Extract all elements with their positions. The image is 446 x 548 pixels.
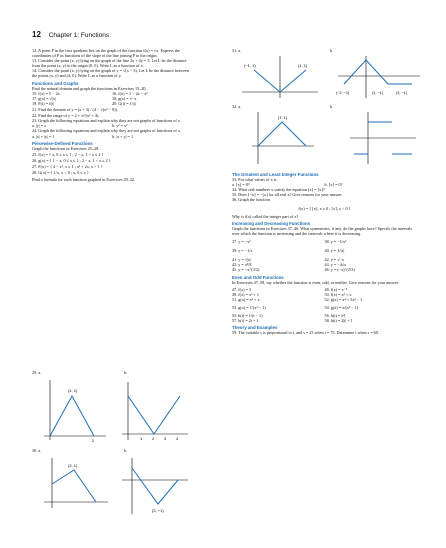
- svg-text:4: 4: [176, 436, 179, 441]
- exercise-40: 40. y = 1/|x|: [324, 248, 345, 254]
- section-find: Find a formula for each function graphed in Exercises 29–32.: [32, 177, 136, 183]
- exercise-29b-label: b.: [124, 370, 128, 375]
- exercise-50: 50. f(x) = x² + x: [324, 291, 352, 297]
- exercise-39: 39. y = −1/x: [232, 248, 253, 254]
- exercise-36: 36. Graph the function: [232, 197, 270, 203]
- exercise-24a: a. |x| + |y| = 1: [32, 133, 55, 139]
- exercise-23b: b. y² = x²: [112, 123, 128, 129]
- exercise-32a-label: 32. a.: [232, 104, 242, 109]
- graph-32a: [250, 110, 316, 166]
- exercise-46: 46. y = (−x)^(2/3): [324, 267, 355, 273]
- exercise-59: 59. The variable s is proportional to t, and s = 25 when t = 75. Determine t when s = 60.: [232, 330, 379, 336]
- exercise-30b-label: b.: [124, 448, 128, 453]
- exercise-54: 54. g(x) = x/(x² − 1): [324, 304, 359, 310]
- exercise-23a: a. |y| = x: [32, 123, 47, 129]
- graph-31b-p3: (3, −1): [396, 91, 408, 95]
- graph-31a-right-label: (1, 1): [298, 63, 308, 68]
- exercise-49: 49. f(x) = x² + 1: [232, 291, 259, 297]
- svg-text:3: 3: [164, 436, 167, 441]
- exercise-44: 44. y = −4√x: [324, 262, 347, 268]
- graph-29a: [40, 376, 110, 444]
- right-column: [232, 170, 417, 335]
- section-piecewise: Piecewise-Defined Functions: [32, 140, 93, 146]
- exercise-17: 17. g(x) = √|x|: [32, 95, 56, 101]
- exercise-20: 20. G(t) = 1/|t|: [112, 100, 136, 106]
- graph-32b: [348, 110, 418, 166]
- graph-31b-p2: (1, −1): [372, 91, 384, 95]
- graph-31a: [240, 54, 320, 100]
- exercise-28: 28. G(x) = { 1/x, x < 0 ; x, 0 ≤ x }: [32, 170, 89, 176]
- exercise-31a-label: 31. a.: [232, 48, 242, 53]
- exercise-34: 34. What real numbers x satisfy the equation ⌊x⌋ = ⌈x⌉?: [232, 187, 325, 193]
- section-theory-examples: Theory and Examples: [232, 325, 278, 331]
- exercise-23: 23. Graph the following equations and explain why they are not graphs of functions of x.: [32, 118, 181, 124]
- exercise-48: 48. f(x) = x⁻⁵: [324, 286, 348, 292]
- page-number: 12: [32, 30, 41, 39]
- exercise-36-formula: f(x) = { ⌊x⌋, x ≥ 0 ; ⌈x⌉, x < 0 }: [298, 205, 351, 211]
- exercise-36-question: Why is f(x) called the integer part of x?: [232, 213, 299, 219]
- exercise-29a-label: 29. a.: [32, 370, 42, 375]
- section-intro: Find the natural domain and graph the functions in Exercises 15–20.: [32, 85, 147, 91]
- exercise-15: 15. f(x) = 5 − 2x: [32, 90, 60, 96]
- exercise-14: 14. Consider the point (x, y) lying on the graph of y = √(x − 3). Let L be the distance between the points (x, y) and (4, 0). Write L as a function of y.: [32, 68, 189, 79]
- exercise-56: 56. h(t) = |t³|: [324, 313, 346, 319]
- section-intro-4: Graph the functions in Exercises 37–46. What symmetries, if any, do the graphs have? Specify the intervals over which the function is increasing and the intervals where it is decreasing.: [232, 225, 413, 236]
- exercise-24: 24. Graph the following equations and explain why they are not graphs of functions of x.: [32, 128, 181, 134]
- exercise-29-row: [32, 370, 192, 375]
- section-increasing-decreasing: Increasing and Decreasing Functions: [232, 220, 311, 226]
- graph-30b: [118, 454, 192, 518]
- graph-30b-point-label: (2, −1): [152, 508, 164, 513]
- section-intro-2: Graph the functions in Exercises 25–28.: [32, 145, 100, 151]
- exercise-33b: b. ⌈x⌉ = 0?: [324, 182, 343, 188]
- exercise-16: 16. f(x) = 1 − 2x − x²: [112, 90, 148, 96]
- section-intro-5: In Exercises 47–58, say whether the function is even, odd, or neither. Give reasons for your answer.: [232, 279, 399, 285]
- left-column: [32, 48, 192, 182]
- page-header: [32, 30, 109, 39]
- exercise-31b-label: b.: [330, 48, 334, 53]
- exercise-42: 42. y = √−x: [324, 257, 345, 263]
- chapter-title: Chapter 1: Functions: [48, 32, 110, 39]
- exercise-55: 55. h(t) = 1/(t − 1): [232, 313, 263, 319]
- exercise-52: 52. g(x) = x⁴ + 3x² − 1: [324, 296, 363, 302]
- svg-text:2: 2: [152, 436, 155, 441]
- exercise-53: 53. g(x) = 1/(x² − 1): [232, 304, 266, 310]
- exercise-32b-label: b.: [330, 104, 334, 109]
- exercise-33a: a. ⌊x⌋ = 0?: [232, 182, 250, 188]
- exercise-51: 51. g(x) = x³ + x: [232, 296, 260, 302]
- graph-32a-point-label: (T, 1): [278, 115, 288, 120]
- exercise-57: 57. h(t) = 2t + 1: [232, 318, 259, 324]
- svg-text:1: 1: [140, 436, 143, 441]
- exercise-58: 58. h(t) = 2|t| + 1: [324, 318, 353, 324]
- graph-29b: [118, 376, 192, 444]
- graph-30a: [40, 454, 112, 512]
- exercise-25: 25. f(x) = { x, 0 ≤ x ≤ 1 ; 2 − x, 1 < x ≤ 2 }: [32, 151, 104, 157]
- exercise-30a-label: 30. a.: [32, 448, 42, 453]
- exercise-33: 33. For what values of x is: [232, 177, 277, 183]
- exercise-45: 45. y = −x^(3/2): [232, 267, 260, 273]
- exercise-18: 18. g(x) = √−x: [112, 95, 137, 101]
- exercise-41: 41. y = √|x|: [232, 257, 251, 263]
- graph-29a-point-label: (1, 1): [68, 388, 78, 393]
- exercise-22: 22. Find the range of y = 2 + x²/(x² + 4).: [32, 113, 100, 119]
- exercise-12: 12. A point P in the first quadrant lies on the graph of the function f(x) = √x. Express the coordinates of P as functions of the slope of the line joining P to the origin.: [32, 48, 180, 59]
- exercise-43: 43. y = x³/8: [232, 262, 252, 268]
- exercise-24b: b. |x + y| = 1: [112, 133, 134, 139]
- exercise-13: 13. Consider the point (x, y) lying on the graph of the line 2x + 4y = 5. Let L be the distance from the point (x, y) to the origin (0, 0). Write L as a function of x.: [32, 58, 187, 69]
- graph-31a-left-label: (−1, 1): [244, 63, 256, 68]
- section-even-odd: Even and Odd Functions: [232, 274, 284, 280]
- exercise-21: 21. Find the domain of y = (x + 3) / (4 − √(x² − 9)).: [32, 107, 118, 113]
- exercise-38: 38. y = −1/x²: [324, 239, 347, 245]
- section-greatest-least: The Greatest and Least Integer Functions: [232, 172, 319, 177]
- section-functions-graphs: Functions and Graphs: [32, 80, 79, 86]
- exercise-19: 19. F(t) = t/|t|: [32, 100, 55, 106]
- graph-30a-point-label: (2, 1): [68, 463, 78, 468]
- exercise-26: 26. g(x) = { 1 − x, 0 ≤ x ≤ 1 ; 2 − x, 1 < x ≤ 2 }: [32, 157, 111, 163]
- exercise-30-row: [32, 448, 192, 453]
- graph-31b: [336, 54, 422, 100]
- svg-text:2: 2: [92, 438, 95, 443]
- exercise-47: 47. f(x) = 3: [232, 286, 252, 292]
- exercise-37: 37. y = −x³: [232, 239, 251, 245]
- graph-31b-p1: (−2, −1): [336, 91, 350, 95]
- exercise-35: 35. Does ⌈−x⌉ = −⌊x⌋ for all real x? Give reasons for your answer.: [232, 192, 343, 198]
- exercise-27: 27. F(x) = { 4 − x², x ≤ 1 ; x² + 2x, x > 1 }: [32, 163, 103, 169]
